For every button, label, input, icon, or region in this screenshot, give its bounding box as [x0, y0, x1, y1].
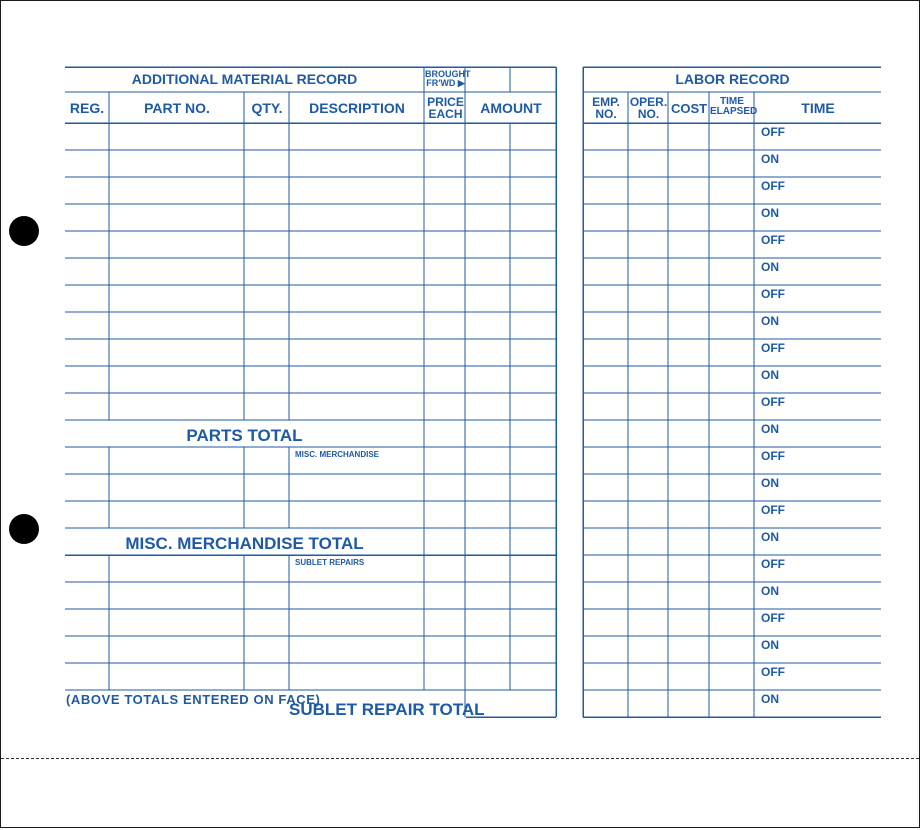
col-header-price-each: [425, 96, 466, 120]
col-header-qty: QTY.: [251, 100, 283, 116]
brought-forward-line2: FR'WD ▶: [426, 78, 465, 88]
time-off-label: OFF: [761, 449, 785, 463]
brought-forward-line1: BROUGHT: [425, 69, 471, 79]
emp-no-line1: EMP.: [592, 95, 620, 109]
col-header-emp-no: [584, 96, 628, 120]
brought-forward-label: [425, 69, 471, 88]
price-each-line2: EACH: [428, 107, 463, 121]
col-header-time: TIME: [801, 100, 835, 116]
sublet-repair-total-label: SUBLET REPAIR TOTAL: [289, 700, 485, 719]
time-elapsed-line2: ELAPSED: [710, 106, 758, 117]
perforation-line: [1, 758, 919, 759]
misc-merchandise-label: MISC. MERCHANDISE: [295, 450, 380, 459]
time-elapsed-line1: TIME: [720, 96, 744, 107]
time-off-label: OFF: [761, 503, 785, 517]
col-header-part-no: PART NO.: [144, 100, 210, 116]
parts-total-label: PARTS TOTAL: [186, 426, 303, 445]
misc-merchandise-total-label: MISC. MERCHANDISE TOTAL: [125, 534, 364, 553]
material-record-title: ADDITIONAL MATERIAL RECORD: [131, 71, 358, 87]
time-on-label: ON: [761, 368, 779, 382]
col-header-description: DESCRIPTION: [309, 100, 405, 116]
time-on-label: ON: [761, 692, 779, 706]
oper-no-line1: OPER.: [629, 95, 668, 109]
time-on-label: ON: [761, 206, 779, 220]
time-off-label: OFF: [761, 557, 785, 571]
time-on-label: ON: [761, 584, 779, 598]
sublet-repairs-label: SUBLET REPAIRS: [295, 558, 365, 567]
time-off-label: OFF: [761, 611, 785, 625]
col-header-amount: AMOUNT: [480, 100, 542, 116]
col-header-time-elapsed: [710, 96, 758, 117]
time-on-label: ON: [761, 530, 779, 544]
price-each-line1: PRICE: [427, 95, 464, 109]
time-off-label: OFF: [761, 287, 785, 301]
emp-no-line2: NO.: [595, 107, 617, 121]
col-header-oper-no: [629, 96, 668, 120]
time-off-label: OFF: [761, 179, 785, 193]
col-header-reg: REG.: [69, 100, 105, 116]
labor-record-title: LABOR RECORD: [675, 71, 790, 87]
time-on-label: ON: [761, 152, 779, 166]
time-off-label: OFF: [761, 233, 785, 247]
col-header-cost: COST: [670, 101, 708, 116]
time-on-label: ON: [761, 260, 779, 274]
time-off-label: OFF: [761, 125, 785, 139]
time-on-label: ON: [761, 314, 779, 328]
time-on-label: ON: [761, 638, 779, 652]
time-on-label: ON: [761, 476, 779, 490]
totals-entered-note: (ABOVE TOTALS ENTERED ON FACE): [66, 692, 321, 707]
time-on-label: ON: [761, 422, 779, 436]
oper-no-line2: NO.: [637, 107, 660, 121]
time-off-label: OFF: [761, 341, 785, 355]
time-off-label: OFF: [761, 665, 785, 679]
time-off-label: OFF: [761, 395, 785, 409]
